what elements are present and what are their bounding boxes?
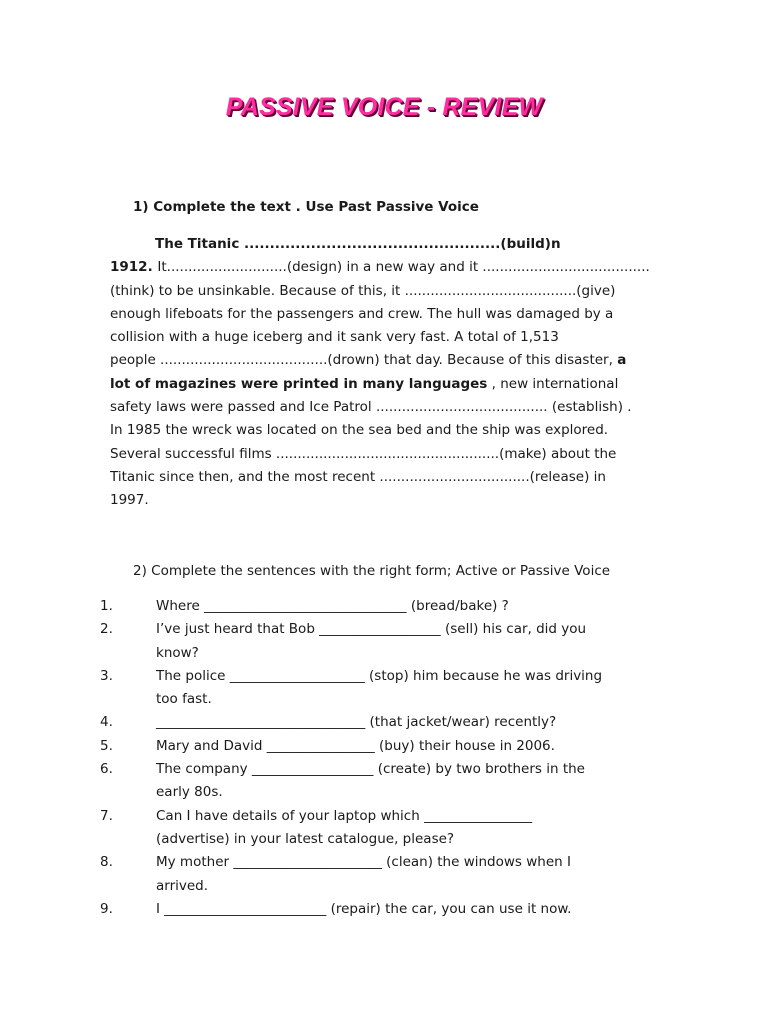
item-line: Where ______________________________ (bread/bake) ? [156,598,509,614]
item-number: 6. [100,761,113,778]
item-number: 4. [100,714,113,731]
section1-heading: 1) Complete the text . Use Past Passive Voice [133,199,479,215]
text-run: It............................(design) in a new way and it ....................................... [157,259,650,276]
text-line [110,419,645,442]
text-run: Titanic since then, and the most recent ...................................(release) in [110,468,606,485]
item-number: 2. [100,621,113,638]
item-number: 5. [100,737,113,754]
text-line [110,280,645,303]
item-number: 3. [100,667,113,684]
text-line [110,233,645,256]
text-line [110,349,645,372]
list-item [100,898,660,921]
text-bold: 1912. [110,259,158,276]
item-line: _______________________________ (that jacket/wear) recently? [156,714,557,731]
text-line [110,396,645,419]
text-run: In 1985 the wreck was located on the sea bed and the ship was explored. [110,422,609,439]
item-line: I’ve just heard that Bob __________________ (sell) his car, did you [156,621,587,638]
text-run: (think) to be unsinkable. Because of this, it ........................................(give) [110,282,616,299]
item-line: (advertise) in your latest catalogue, please? [156,830,455,847]
text-bold: a [617,352,627,369]
list-item [100,595,660,618]
item-line: The company __________________ (create) by two brothers in the [156,761,585,778]
text-line [110,489,645,512]
item-line: Can I have details of your laptop which ________________ [156,807,533,824]
text-run: safety laws were passed and Ice Patrol ........................................ (establish) . [110,399,632,416]
item-line: Mary and David ________________ (buy) their house in 2006. [156,737,555,754]
list-item [100,851,660,898]
text-line [110,303,645,326]
text-run: Several successful films ....................................................(make) about the [110,445,617,462]
worksheet-title: PASSIVE VOICE - REVIEW [225,93,543,121]
exercise-list [100,595,660,921]
text-run: enough lifeboats for the passengers and crew. The hull was damaged by a [110,305,614,322]
item-line: My mother ______________________ (clean) the windows when I [156,854,571,871]
text-line [110,466,645,489]
list-item [100,618,660,665]
text-run: 1997. [110,492,149,509]
text-run: collision with a huge iceberg and it sank very fast. A total of 1,513 [110,329,559,346]
item-number: 1. [100,598,113,614]
item-line: The police ____________________ (stop) him because he was driving [156,667,603,684]
item-line: know? [156,644,199,661]
list-item [100,735,660,758]
item-number: 7. [100,807,113,824]
text-line [110,326,645,349]
item-line: arrived. [156,877,209,894]
list-item [100,805,660,852]
text-run: ..................................................(build)n [244,236,561,252]
item-line: I ________________________ (repair) the car, you can use it now. [156,900,572,917]
list-item [100,758,660,805]
text-run: people .......................................(drown) that day. Because of this disaster, [110,352,618,369]
titanic-text [110,233,650,513]
list-item [100,665,660,712]
list-item [100,711,660,734]
text-line [110,256,650,279]
section2-heading: 2) Complete the sentences with the right form; Active or Passive Voice [133,563,611,579]
text-line [110,373,645,396]
text-line [110,443,645,466]
text-bold: lot of magazines were printed in many languages [110,375,488,392]
item-line: too fast. [156,691,212,708]
item-line: early 80s. [156,784,223,801]
text-run: , new international [487,375,619,392]
item-number: 8. [100,854,113,871]
item-number: 9. [100,900,113,917]
text-bold: The Titanic [155,236,245,252]
